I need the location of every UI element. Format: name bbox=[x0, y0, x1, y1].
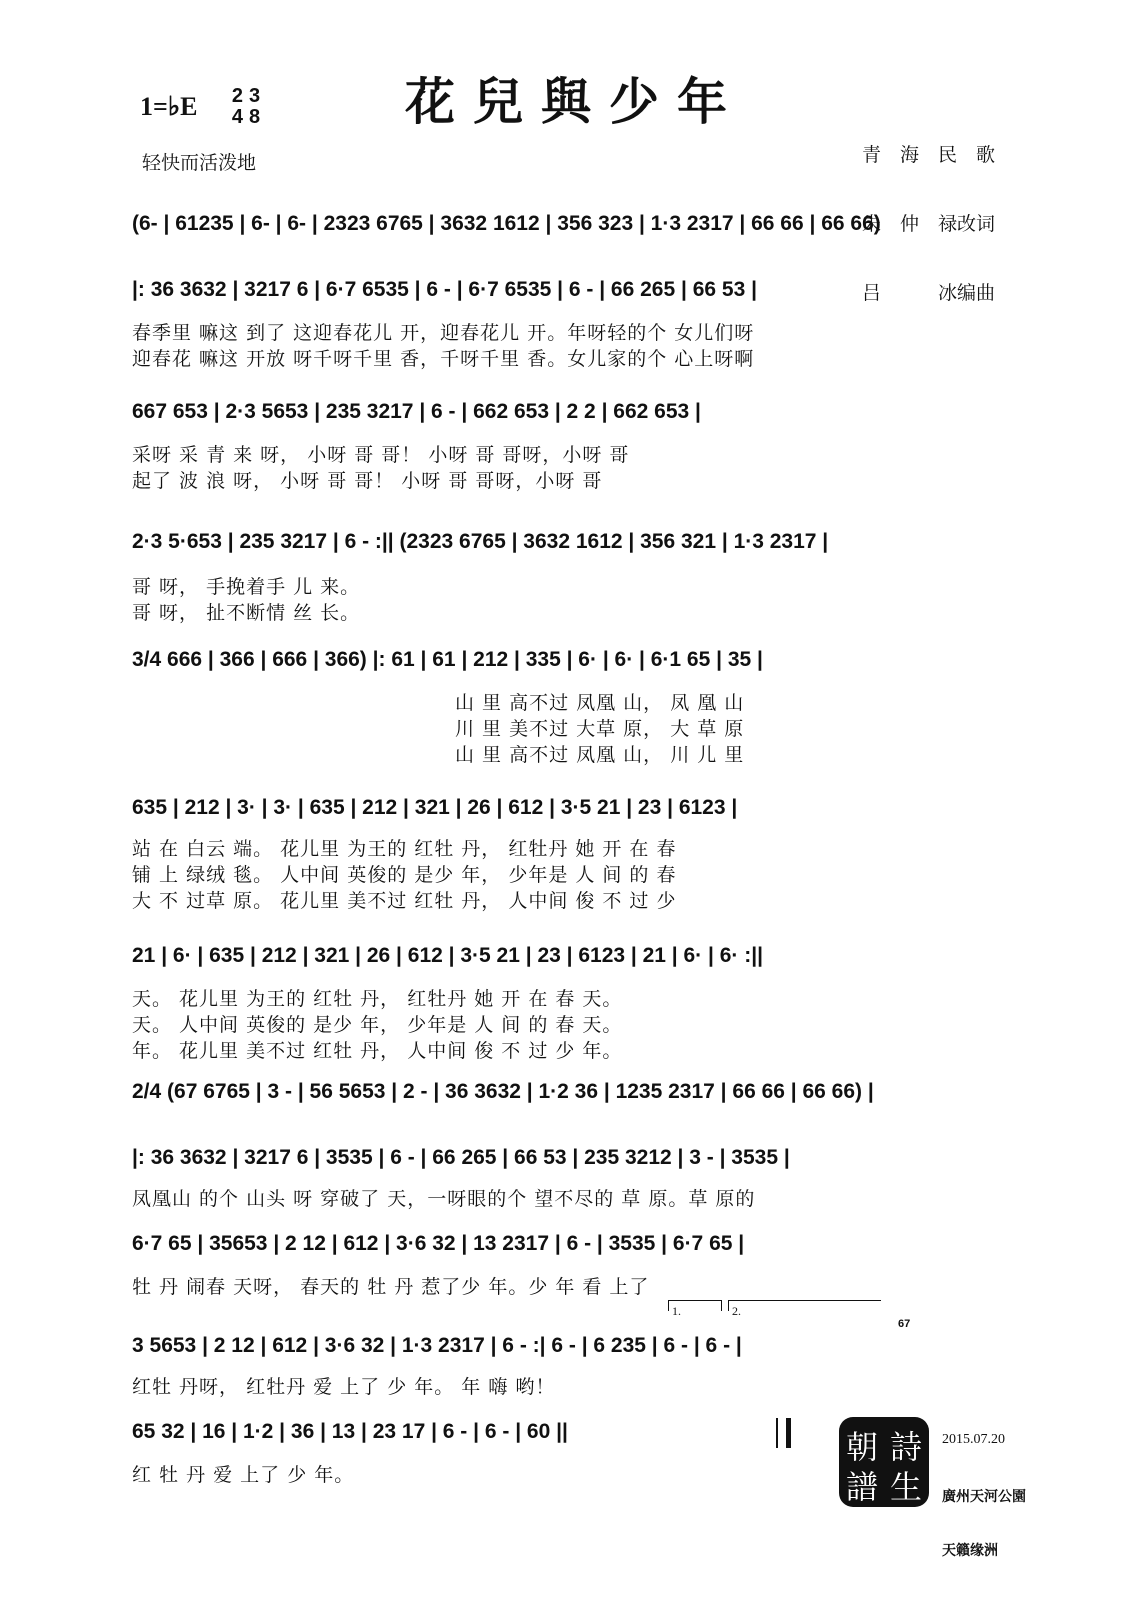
score-line-10: 6·7 65 | 35653 | 2 12 | 612 | 3·6 32 | 13 2317 | 6 - | 3535 | 6·7 65 | bbox=[132, 1232, 745, 1255]
tempo-marking: 轻快而活泼地 bbox=[142, 152, 257, 174]
seal-char-3: 譜 bbox=[845, 1468, 879, 1506]
lyric-line-11a: 红牡 丹呀， 红牡丹 爱 上了 少 年。 年 嗨 哟！ bbox=[132, 1376, 556, 1398]
page-title: 花兒與少年 bbox=[405, 72, 745, 131]
lyric-line-12a: 红 牡 丹 爱 上了 少 年。 bbox=[132, 1464, 355, 1486]
lyric-line-3b: 起了 波 浪 呀， 小呀 哥 哥！ 小呀 哥 哥呀，小呀 哥 bbox=[132, 470, 603, 492]
credit-lyricist: 朱 仲 禄改词 bbox=[862, 213, 996, 235]
lyric-line-4b: 哥 呀， 扯不断情 丝 长。 bbox=[132, 602, 361, 624]
lyric-line-5b: 川 里 美不过 大草 原， 大 草 原 bbox=[455, 718, 745, 740]
score-line-9: |: 36 3632 | 3217 6 | 3535 | 6 - | 66 265 | 66 53 | 235 3212 | 3 - | 3535 | bbox=[132, 1146, 790, 1169]
lyric-line-4a: 哥 呀， 手挽着手 儿 来。 bbox=[132, 576, 361, 598]
score-line-12: 65 32 | 16 | 1·2 | 36 | 13 | 23 17 | 6 - | 6 - | 60 || bbox=[132, 1420, 568, 1443]
score-line-8: 2/4 (67 6765 | 3 - | 56 5653 | 2 - | 36 3632 | 1·2 36 | 1235 2317 | 66 66 | 66 66) | bbox=[132, 1080, 874, 1103]
volta-2-label: 2. bbox=[732, 1304, 741, 1318]
lyric-line-9a: 凤凰山 的个 山头 呀 穿破了 天，一呀眼的个 望不尽的 草 原。草 原的 bbox=[132, 1188, 756, 1210]
score-line-2: |: 36 3632 | 3217 6 | 6·7 6535 | 6 - | 6·7 6535 | 6 - | 66 265 | 66 53 | bbox=[132, 278, 757, 301]
score-line-11: 3 5653 | 2 12 | 612 | 3·6 32 | 1·3 2317 | 6 - :| 6 - | 6 235 | 6 - | 6 - | bbox=[132, 1334, 742, 1357]
date-label: 2015.07.20 bbox=[942, 1432, 1005, 1447]
time-signature-denominators: 48 bbox=[231, 106, 267, 128]
lyric-line-6a: 站 在 白云 端。 花儿里 为王的 红牡 丹， 红牡丹 她 开 在 春 bbox=[132, 838, 677, 860]
lyric-line-2a: 春季里 嘛这 到了 这迎春花儿 开，迎春花儿 开。年呀轻的个 女儿们呀 bbox=[132, 322, 755, 344]
score-line-3: 667 653 | 2·3 5653 | 235 3217 | 6 - | 662 653 | 2 2 | 662 653 | bbox=[132, 400, 701, 423]
lyric-line-7c: 年。 花儿里 美不过 红牡 丹， 人中间 俊 不 过 少 年。 bbox=[132, 1040, 623, 1062]
lyric-line-6c: 大 不 过草 原。 花儿里 美不过 红牡 丹， 人中间 俊 不 过 少 bbox=[132, 890, 677, 912]
credit-source: 青 海 民 歌 bbox=[862, 144, 996, 166]
score-line-7: 21 | 6· | 635 | 212 | 321 | 26 | 612 | 3·5 21 | 23 | 6123 | 21 | 6· | 6· :|| bbox=[132, 944, 763, 967]
lyric-line-3a: 采呀 采 青 来 呀， 小呀 哥 哥！ 小呀 哥 哥呀，小呀 哥 bbox=[132, 444, 630, 466]
place-label bbox=[942, 1452, 1026, 1578]
lyric-line-5a: 山 里 高不过 凤凰 山， 凤 凰 山 bbox=[455, 692, 745, 714]
grace-note: 67 bbox=[898, 1318, 911, 1330]
lyric-line-7a: 天。 花儿里 为王的 红牡 丹， 红牡丹 她 开 在 春 天。 bbox=[132, 988, 623, 1010]
lyric-line-6b: 铺 上 绿绒 毯。 人中间 英俊的 是少 年， 少年是 人 间 的 春 bbox=[132, 864, 677, 886]
final-barline bbox=[776, 1418, 791, 1448]
score-line-6: 635 | 212 | 3· | 3· | 635 | 212 | 321 | 26 | 612 | 3·5 21 | 23 | 6123 | bbox=[132, 796, 738, 819]
time-signature-numerators: 23 bbox=[231, 85, 267, 107]
seal-char-2: 詩 bbox=[889, 1428, 923, 1466]
score-line-5: 3/4 666 | 366 | 666 | 366) |: 61 | 61 | 212 | 335 | 6· | 6· | 6·1 65 | 35 | bbox=[132, 648, 763, 671]
lyric-line-5c: 山 里 高不过 凤凰 山， 川 儿 里 bbox=[455, 744, 745, 766]
volta-1-label: 1. bbox=[672, 1304, 681, 1318]
volta-1-bracket bbox=[668, 1300, 722, 1311]
score-line-1: (6- | 61235 | 6- | 6- | 2323 6765 | 3632 1612 | 356 323 | 1·3 2317 | 66 66 | 66 66) bbox=[132, 212, 881, 235]
place-line-1: 廣州天河公園 bbox=[942, 1489, 1026, 1505]
lyric-line-10a: 牡 丹 闹春 天呀， 春天的 牡 丹 惹了少 年。少 年 看 上了 bbox=[132, 1276, 650, 1298]
score-line-4: 2·3 5·653 | 235 3217 | 6 - :|| (2323 6765 | 3632 1612 | 356 321 | 1·3 2317 | bbox=[132, 530, 829, 553]
time-signature bbox=[228, 86, 270, 128]
lyric-line-7b: 天。 人中间 英俊的 是少 年， 少年是 人 间 的 春 天。 bbox=[132, 1014, 623, 1036]
seal-char-4: 生 bbox=[889, 1468, 923, 1506]
volta-2-bracket bbox=[728, 1300, 881, 1311]
lyric-line-2b: 迎春花 嘛这 开放 呀千呀千里 香，千呀千里 香。女儿家的个 心上呀啊 bbox=[132, 348, 755, 370]
seal-stamp bbox=[836, 1414, 932, 1510]
seal-char-1: 朝 bbox=[845, 1428, 879, 1466]
credit-arranger: 吕 冰编曲 bbox=[862, 282, 996, 304]
place-line-2: 天籟缘洲 bbox=[942, 1543, 998, 1559]
key-signature: 1=♭E bbox=[140, 92, 198, 121]
